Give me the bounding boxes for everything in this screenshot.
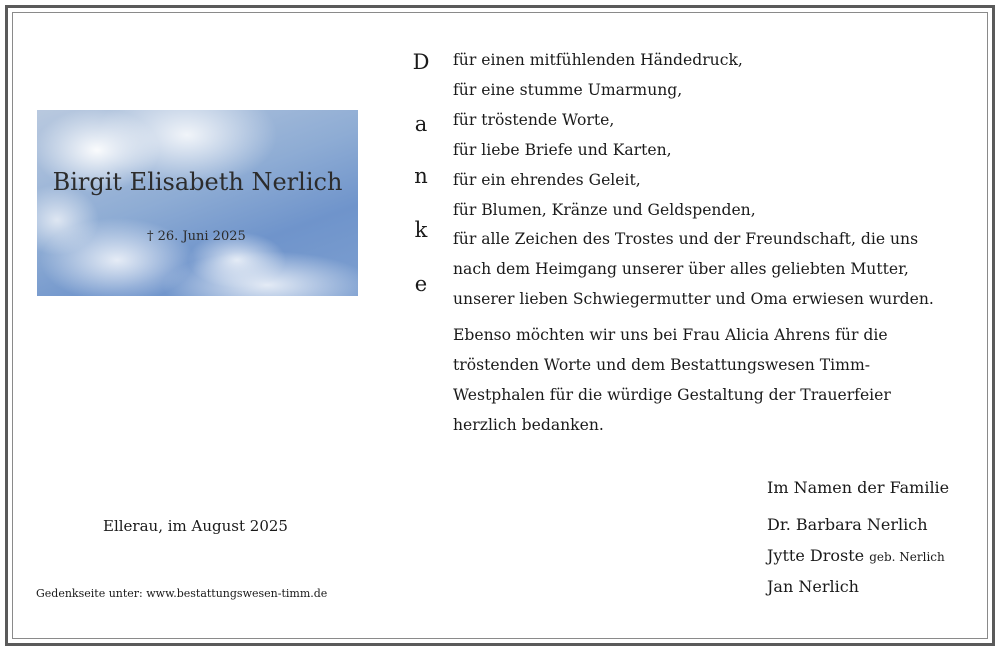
signature-intro: Im Namen der Familie bbox=[767, 478, 950, 497]
place-and-date: Ellerau, im August 2025 bbox=[103, 517, 288, 535]
danke-letter-k: k bbox=[414, 218, 428, 242]
paragraph-line: tröstenden Worte und dem Bestattungswesen Timm- bbox=[453, 355, 870, 374]
thanks-line: unserer lieben Schwiegermutter und Oma erwiesen wurden. bbox=[453, 290, 934, 309]
danke-letter-d: D bbox=[412, 50, 430, 74]
thanks-list bbox=[453, 46, 973, 315]
danke-letter-e: e bbox=[414, 272, 428, 296]
thanks-line: für einen mitfühlenden Händedruck, bbox=[453, 51, 743, 69]
thanks-line: für alle Zeichen des Trostes und der Freundschaft, die uns bbox=[453, 230, 919, 249]
death-date: † 26. Juni 2025 bbox=[147, 229, 246, 244]
thanks-line: für eine stumme Umarmung, bbox=[453, 80, 683, 99]
paragraph-line: Westphalen für die würdige Gestaltung der Trauerfeier bbox=[453, 385, 891, 404]
danke-letter-n: n bbox=[414, 164, 428, 188]
signature-name-2-text: Jytte Droste bbox=[767, 546, 865, 565]
signature-name-3: Jan Nerlich bbox=[767, 577, 859, 596]
paragraph-line: Ebenso möchten wir uns bei Frau Alicia Ahrens für die bbox=[453, 326, 888, 344]
thanks-line: für Blumen, Kränze und Geldspenden, bbox=[453, 200, 756, 219]
deceased-name: Birgit Elisabeth Nerlich bbox=[52, 168, 343, 196]
paragraph-line: herzlich bedanken. bbox=[453, 415, 604, 434]
signature-name-2 bbox=[767, 546, 945, 565]
signature-name-2-suffix: geb. Nerlich bbox=[869, 550, 945, 564]
memorial-page-link: Gedenkseite unter: www.bestattungswesen-timm.de bbox=[36, 587, 328, 600]
thanks-line: für ein ehrendes Geleit, bbox=[453, 170, 641, 189]
acknowledgement-paragraph bbox=[453, 321, 973, 441]
danke-letter-a: a bbox=[414, 112, 428, 136]
thanks-line: für tröstende Worte, bbox=[453, 110, 615, 129]
thanks-line: nach dem Heimgang unserer über alles geliebten Mutter, bbox=[453, 260, 909, 279]
thanks-line: für liebe Briefe und Karten, bbox=[453, 140, 672, 159]
sky-photo bbox=[37, 110, 358, 296]
signature-name-1: Dr. Barbara Nerlich bbox=[767, 515, 928, 534]
